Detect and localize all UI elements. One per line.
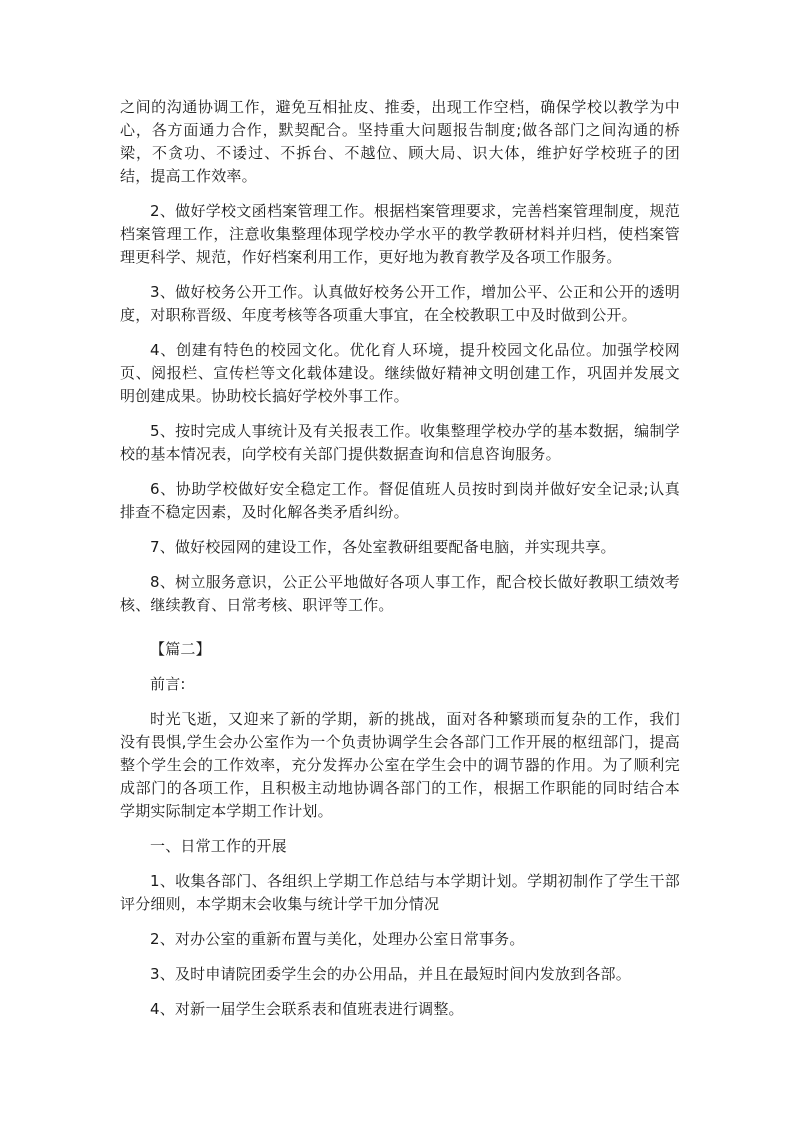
section-title: 【篇二】 xyxy=(150,640,211,658)
section-two xyxy=(120,638,680,1021)
list-item: 6、协助学校做好安全稳定工作。督促值班人员按时到岗并做好安全记录;认真排查不稳定因素，及时化解各类矛盾纠纷。 xyxy=(120,480,680,521)
list-item: 3、做好校务公开工作。认真做好校务公开工作，增加公平、公正和公开的透明度，对职称晋级、年度考核等各项重大事宜，在全校教职工中及时做到公开。 xyxy=(120,283,680,324)
list-item: 2、对办公室的重新布置与美化，处理办公室日常事务。 xyxy=(150,930,525,948)
list-item: 5、按时完成人事统计及有关报表工作。收集整理学校办学的基本数据，编制学校的基本情况表，向学校有关部门提供数据查询和信息咨询服务。 xyxy=(120,422,680,463)
list-item: 2、做好学校文函档案管理工作。根据档案管理要求，完善档案管理制度，规范档案管理工作，注意收集整理体现学校办学水平的教学教研材料并归档，使档案管理更科学、规范，作好档案利用工作，更好地为教育教学及各项工作服务。 xyxy=(120,202,680,266)
preface-label: 前言: xyxy=(150,675,186,693)
list-item: 8、树立服务意识，公正公平地做好各项人事工作，配合校长做好教职工绩效考核、继续教育、日常考核、职评等工作。 xyxy=(120,573,680,614)
list-item: 7、做好校园网的建设工作，各处室教研组要配备电脑，并实现共享。 xyxy=(150,538,616,556)
list-item: 1、收集各部门、各组织上学期工作总结与本学期计划。学期初制作了学生干部评分细则，本学期末会收集与统计学干加分情况 xyxy=(120,872,680,913)
list-item: 3、及时申请院团委学生会的办公用品，并且在最短时间内发放到各部。 xyxy=(150,965,631,983)
preface-paragraph: 时光飞逝，又迎来了新的学期，新的挑战，面对各种繁琐而复杂的工作，我们没有畏惧,学生会办公室作为一个负责协调学生会各部门工作开展的枢纽部门，提高整个学生会的工作效率，充分发挥办公室在学生会中的调节器的作用。为了顺利完成部门的各项工作，且积极主动地协调各部门的工作，根据工作职能的同时结合本学期实际制定本学期工作计划。 xyxy=(120,710,680,820)
list-item: 4、创建有特色的校园文化。优化育人环境，提升校园文化品位。加强学校网页、阅报栏、宣传栏等文化载体建设。继续做好精神文明创建工作，巩固并发展文明创建成果。协助校长搞好学校外事工作。 xyxy=(120,341,680,405)
list-item: 4、对新一届学生会联系表和值班表进行调整。 xyxy=(150,1000,464,1018)
section-one xyxy=(120,96,680,617)
continuation-paragraph: 之间的沟通协调工作，避免互相扯皮、推委，出现工作空档，确保学校以教学为中心，各方面通力合作，默契配合。坚持重大问题报告制度;做各部门之间沟通的桥梁，不贪功、不诿过、不拆台、不越位、顾大局、识大体，维护好学校班子的团结，提高工作效率。 xyxy=(120,98,680,185)
subheading: 一、日常工作的开展 xyxy=(150,837,287,855)
